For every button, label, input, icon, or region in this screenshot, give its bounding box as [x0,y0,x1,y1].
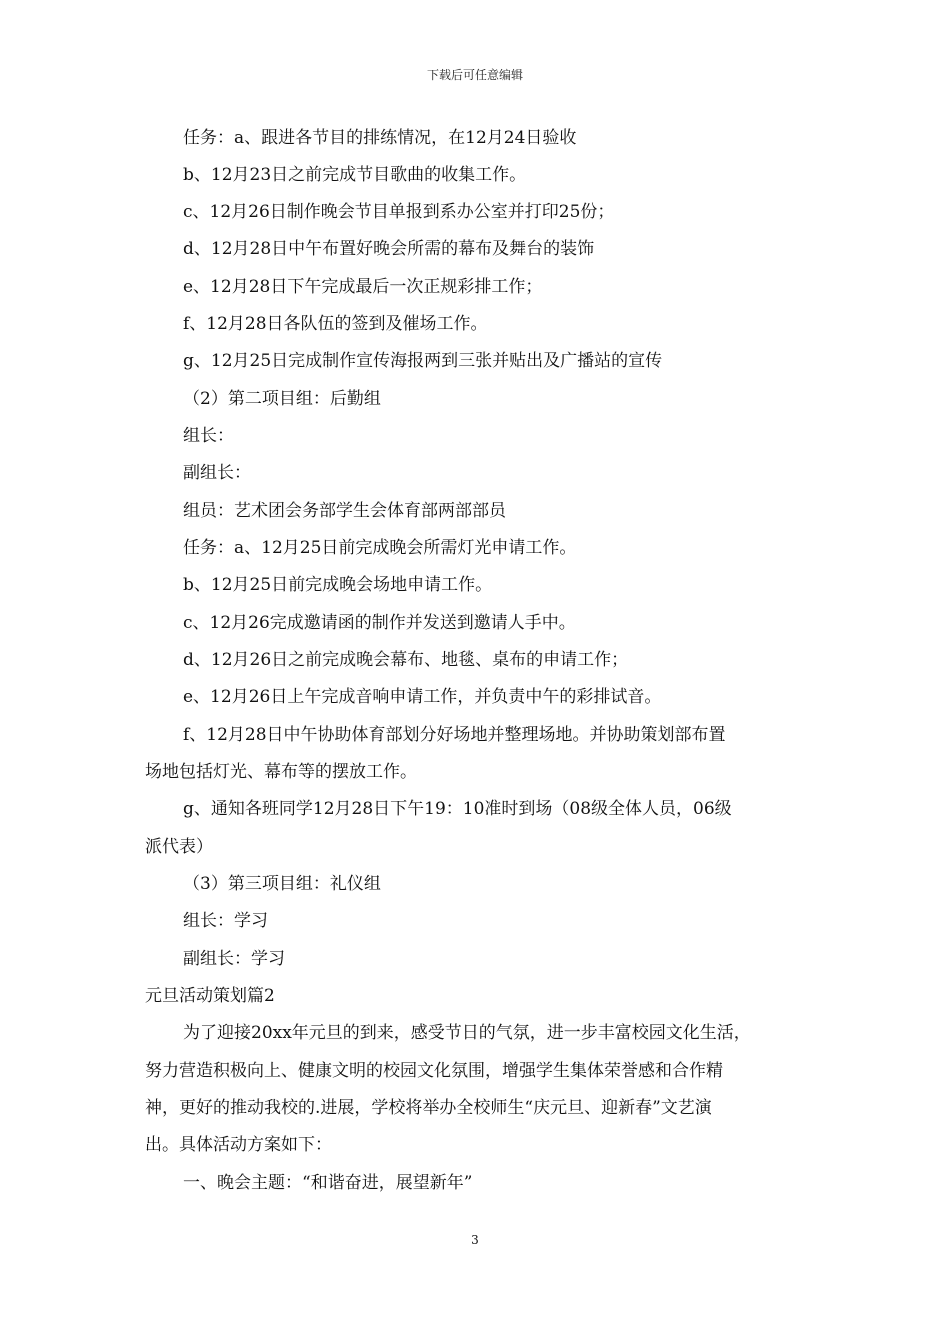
body-line: c、12月26日制作晚会节目单报到系办公室并打印25份； [183,202,615,222]
body-line: 场地包括灯光、幕布等的摆放工作。 [145,762,417,782]
body-line: e、12月26日上午完成音响申请工作，并负责中午的彩排试音。 [183,687,662,707]
body-line: b、12月25日前完成晚会场地申请工作。 [183,575,493,595]
paragraph-line: 出。具体活动方案如下： [145,1135,332,1155]
body-line: 副组长： [183,463,251,483]
body-line: f、12月28日各队伍的签到及催场工作。 [183,314,488,334]
section-heading: （2）第二项目组：后勤组 [183,389,381,409]
paragraph-line: 为了迎接20xx年元旦的到来，感受节日的气氛，进一步丰富校园文化生活， [183,1023,751,1043]
body-line: e、12月28日下午完成最后一次正规彩排工作； [183,277,543,297]
body-line: 派代表） [145,837,213,857]
paragraph-line: 努力营造积极向上、健康文明的校园文化氛围，增强学生集体荣誉感和合作精 [145,1061,723,1081]
article-title: 元旦活动策划篇2 [145,986,275,1006]
body-line: c、12月26完成邀请函的制作并发送到邀请人手中。 [183,613,576,633]
body-line: d、12月26日之前完成晚会幕布、地毯、桌布的申请工作； [183,650,629,670]
body-line: 组员：艺术团会务部学生会体育部两部部员 [183,501,506,521]
body-line: d、12月28日中午布置好晚会所需的幕布及舞台的装饰 [183,239,595,259]
body-line: 副组长：学习 [183,949,285,969]
body-line: b、12月23日之前完成节目歌曲的收集工作。 [183,165,527,185]
body-line: g、通知各班同学12月28日下午19：10准时到场（08级全体人员，06级 [183,799,732,819]
section-heading: 一、晚会主题：“和谐奋进，展望新年” [183,1173,473,1193]
page-header-note: 下载后可任意编辑 [426,68,523,82]
body-line: f、12月28日中午协助体育部划分好场地并整理场地。并协助策划部布置 [183,725,726,745]
section-heading: （3）第三项目组：礼仪组 [183,874,381,894]
body-line: 组长：学习 [183,911,268,931]
body-line: 组长： [183,426,234,446]
paragraph-line: 神，更好的推动我校的.进展，学校将举办全校师生“庆元旦、迎新春”文艺演 [145,1098,712,1118]
body-line: 任务：a、12月25日前完成晚会所需灯光申请工作。 [183,538,577,558]
body-line: 任务：a、跟进各节目的排练情况，在12月24日验收 [183,128,577,148]
page-number: 3 [471,1233,479,1247]
body-line: g、12月25日完成制作宣传海报两到三张并贴出及广播站的宣传 [183,351,663,371]
